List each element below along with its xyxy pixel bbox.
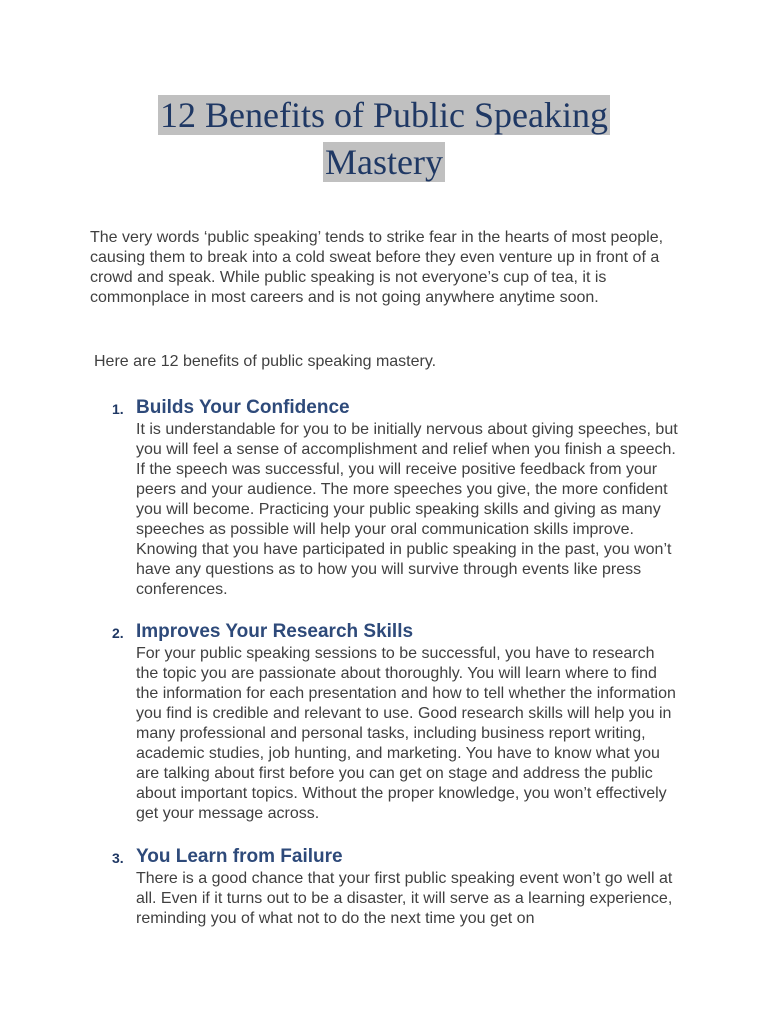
list-item	[112, 620, 692, 824]
title-line-1: 12 Benefits of Public Speaking	[160, 95, 608, 135]
section-text: For your public speaking sessions to be successful, you have to research the topic you are passionate about thoroughly. You will learn where to find the information for each presentation and how to tell whether the information you find is credible and relevant to use. Good research skills will help you in many professional and personal tasks, including business report writing, academic studies, job hunting, and marketing. You have to know what you are talking about first before you can get on stage and address the public about important topics. Without the proper knowledge, you won’t effectively get your message across.	[136, 645, 676, 822]
list-item-number: 1.	[112, 401, 124, 417]
list-item-number: 2.	[112, 625, 124, 641]
intro-paragraph	[90, 228, 680, 308]
section-text: It is understandable for you to be initially nervous about giving speeches, but you will feel a sense of accomplishment and relief when you finish a speech. If the speech was successful, you will receive positive feedback from your peers and your audience. The more speeches you give, the more confident you will become. Practicing your public speaking skills and giving as many speeches as possible will help your oral communication skills improve. Knowing that you have participated in public speaking in the past, you won’t have any questions as to how you will survive through events like press conferences.	[136, 421, 678, 598]
section-heading: Improves Your Research Skills	[136, 621, 414, 642]
lead-paragraph	[94, 352, 684, 372]
section-heading: You Learn from Failure	[136, 846, 343, 867]
section-text: There is a good chance that your first public speaking event won’t go well at all. Even if it turns out to be a disaster, it will serve as a learning experience, reminding you of what not to do the next time you get on	[136, 870, 673, 927]
list-item-number: 3.	[112, 850, 124, 866]
section-heading: Builds Your Confidence	[136, 397, 350, 418]
list-item	[112, 396, 692, 600]
page-title	[0, 92, 768, 186]
lead-text: Here are 12 benefits of public speaking mastery.	[94, 353, 437, 370]
list-item	[112, 845, 692, 929]
title-line-2: Mastery	[325, 142, 443, 182]
intro-text: The very words ‘public speaking’ tends to strike fear in the hearts of most people, causing them to break into a cold sweat before they even venture up in front of a crowd and speak. While public speaking is not everyone’s cup of tea, it is commonplace in most careers and is not going anywhere anytime soon.	[90, 229, 664, 306]
